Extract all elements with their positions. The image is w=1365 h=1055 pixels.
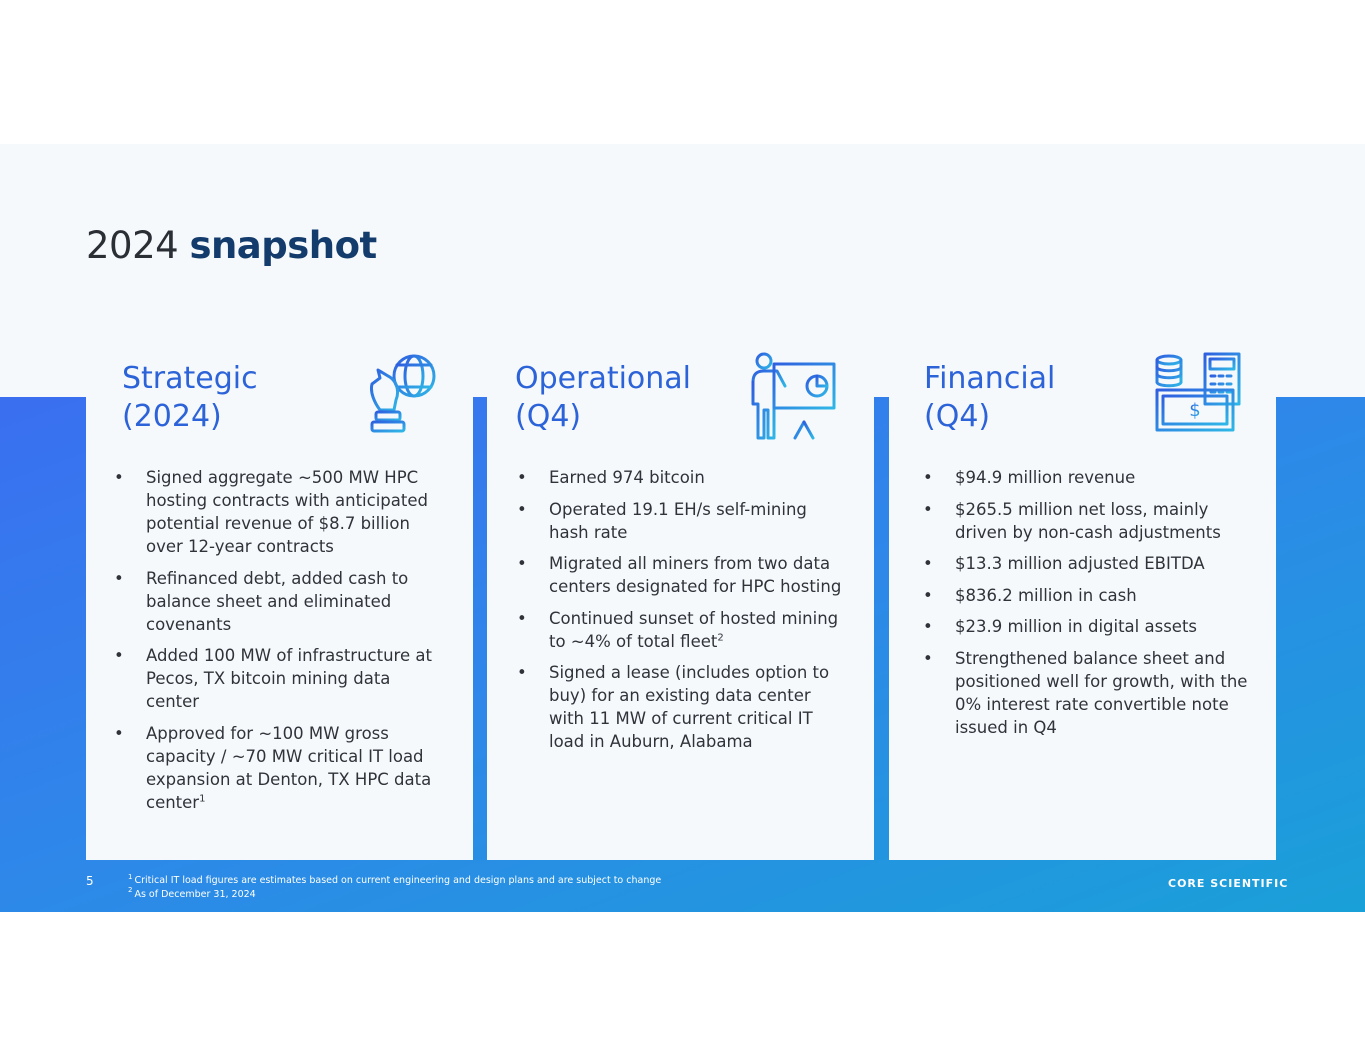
core-scientific-logo: CORE SCIENTIFIC (1168, 877, 1289, 890)
list-item (923, 552, 1253, 575)
heading-line1: Financial (924, 361, 1056, 396)
footnotes (128, 874, 661, 901)
list-item (517, 661, 842, 753)
list-item (114, 466, 439, 558)
financial-points (923, 466, 1253, 747)
footnote-mark: 2 (128, 886, 133, 895)
money-calculator-icon (1155, 352, 1243, 434)
point-text: $265.5 million net loss, mainly driven by non-cash adjustments (955, 499, 1221, 542)
point-text: Signed a lease (includes option to buy) for an existing data center with 11 MW of current critical IT load in Auburn, Alabama (549, 663, 830, 751)
strategic-points (114, 466, 439, 822)
point-text: $23.9 million in digital assets (955, 617, 1198, 636)
list-item (517, 466, 842, 489)
footnote (128, 874, 661, 888)
list-item (114, 722, 439, 814)
title-light: 2024 (86, 224, 179, 267)
point-text: $836.2 million in cash (955, 585, 1137, 605)
point-text: Continued sunset of hosted mining to ~4% of total fleet (549, 608, 839, 651)
card-financial (889, 340, 1276, 860)
list-item (923, 466, 1253, 489)
heading-line1: Operational (515, 361, 692, 396)
list-item (517, 498, 842, 544)
footnote-text: As of December 31, 2024 (134, 888, 256, 900)
heading-line1: Strategic (122, 361, 258, 396)
svg-text:$: $ (1189, 400, 1201, 421)
footnote-ref: 2 (717, 632, 724, 643)
list-item (114, 644, 439, 713)
slide (0, 144, 1365, 912)
operational-points (517, 466, 842, 762)
list-item (923, 584, 1253, 607)
heading-line2: (2024) (122, 399, 222, 434)
list-item (517, 607, 842, 653)
point-text: Added 100 MW of infrastructure at Pecos, TX bitcoin mining data center (146, 646, 432, 711)
title-bold: snapshot (189, 224, 377, 267)
card-heading (924, 360, 1055, 436)
list-item (923, 615, 1253, 638)
page-title (86, 224, 377, 267)
card-strategic (86, 340, 473, 860)
page-number: 5 (86, 874, 94, 888)
card-operational (487, 340, 874, 860)
point-text: Migrated all miners from two data centers designated for HPC hosting (549, 554, 842, 596)
point-text: Earned 974 bitcoin (549, 468, 705, 487)
footnote (128, 888, 661, 902)
heading-line2: (Q4) (515, 399, 582, 434)
point-text: $13.3 million adjusted EBITDA (955, 554, 1205, 573)
list-item (517, 552, 842, 598)
heading-line2: (Q4) (924, 399, 991, 434)
footnote-text: Critical IT load figures are estimates based on current engineering and design plans and are subject to change (134, 875, 662, 886)
point-text: Signed aggregate ~500 MW HPC hosting contracts with anticipated potential revenue of $8.7 billion over 12-year contracts (146, 468, 428, 556)
point-text: Refinanced debt, added cash to balance sheet and eliminated covenants (146, 568, 409, 634)
footnote-ref: 1 (199, 793, 206, 804)
card-heading (122, 360, 258, 436)
presenter-chart-icon (747, 352, 837, 442)
list-item (923, 647, 1253, 739)
chess-knight-globe-icon (366, 352, 438, 436)
point-text: Strengthened balance sheet and positioned well for growth, with the 0% interest rate convertible note issued in Q4 (955, 648, 1248, 737)
list-item (923, 498, 1253, 544)
footnote-mark: 1 (128, 872, 133, 881)
point-text: $94.9 million revenue (955, 468, 1136, 487)
card-heading (515, 360, 691, 436)
point-text: Operated 19.1 EH/s self-mining hash rate (549, 499, 807, 542)
point-text: Approved for ~100 MW gross capacity / ~70 MW critical IT load expansion at Denton, TX HPC data center (146, 723, 432, 812)
list-item (114, 567, 439, 636)
